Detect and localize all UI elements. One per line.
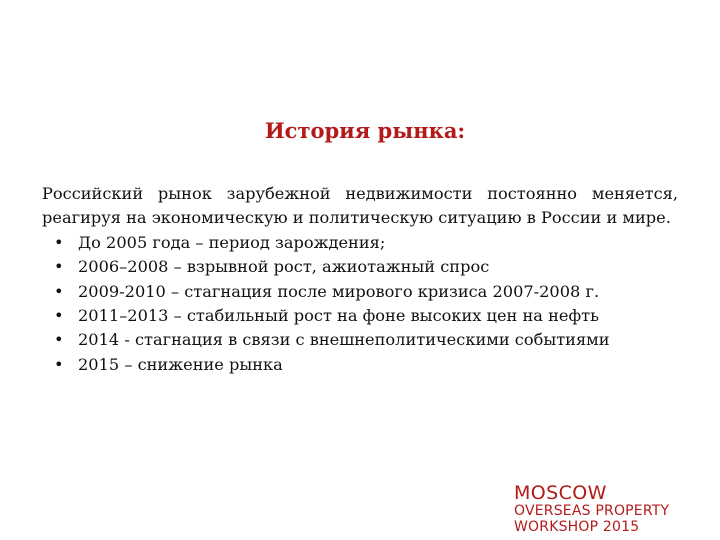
bullet-icon: •: [54, 232, 64, 252]
list-item: [42, 231, 678, 255]
list-item: [42, 353, 678, 377]
bullet-text: 2006–2008 – взрывной рост, ажиотажный спрос: [78, 257, 490, 277]
slide-title: История рынка:: [264, 118, 466, 143]
bullet-text: 2014 - стагнация в связи с внешнеполитическими событиями: [78, 330, 610, 350]
bullet-list: [42, 231, 678, 377]
bullet-icon: •: [54, 354, 64, 374]
list-item: [42, 255, 678, 279]
logo-line-workshop: [514, 519, 704, 535]
bullet-icon: •: [54, 257, 64, 277]
bullet-icon: •: [54, 306, 64, 326]
logo-line-overseas-property: OVERSEAS PROPERTY: [514, 503, 670, 519]
bullet-text: 2011–2013 – стабильный рост на фоне высоких цен на нефть: [78, 306, 599, 326]
bullet-text: 2009-2010 – стагнация после мирового кризиса 2007-2008 г.: [78, 281, 600, 301]
event-logo: [514, 483, 704, 535]
list-item: [42, 328, 678, 352]
logo-line-moscow: MOSCOW: [514, 482, 607, 504]
bullet-text: До 2005 года – период зарождения;: [78, 232, 386, 252]
logo-year: 2015: [602, 519, 640, 535]
intro-paragraph: Российский рынок зарубежной недвижимости постоянно меняется, реагируя на экономическую и политическую ситуацию в России и мире.: [42, 184, 678, 228]
bullet-icon: •: [54, 330, 64, 350]
bullet-text: 2015 – снижение рынка: [78, 354, 283, 374]
slide-body: [42, 182, 678, 377]
list-item: [42, 280, 678, 304]
logo-workshop-text: WORKSHOP: [514, 519, 599, 535]
bullet-icon: •: [54, 281, 64, 301]
list-item: [42, 304, 678, 328]
